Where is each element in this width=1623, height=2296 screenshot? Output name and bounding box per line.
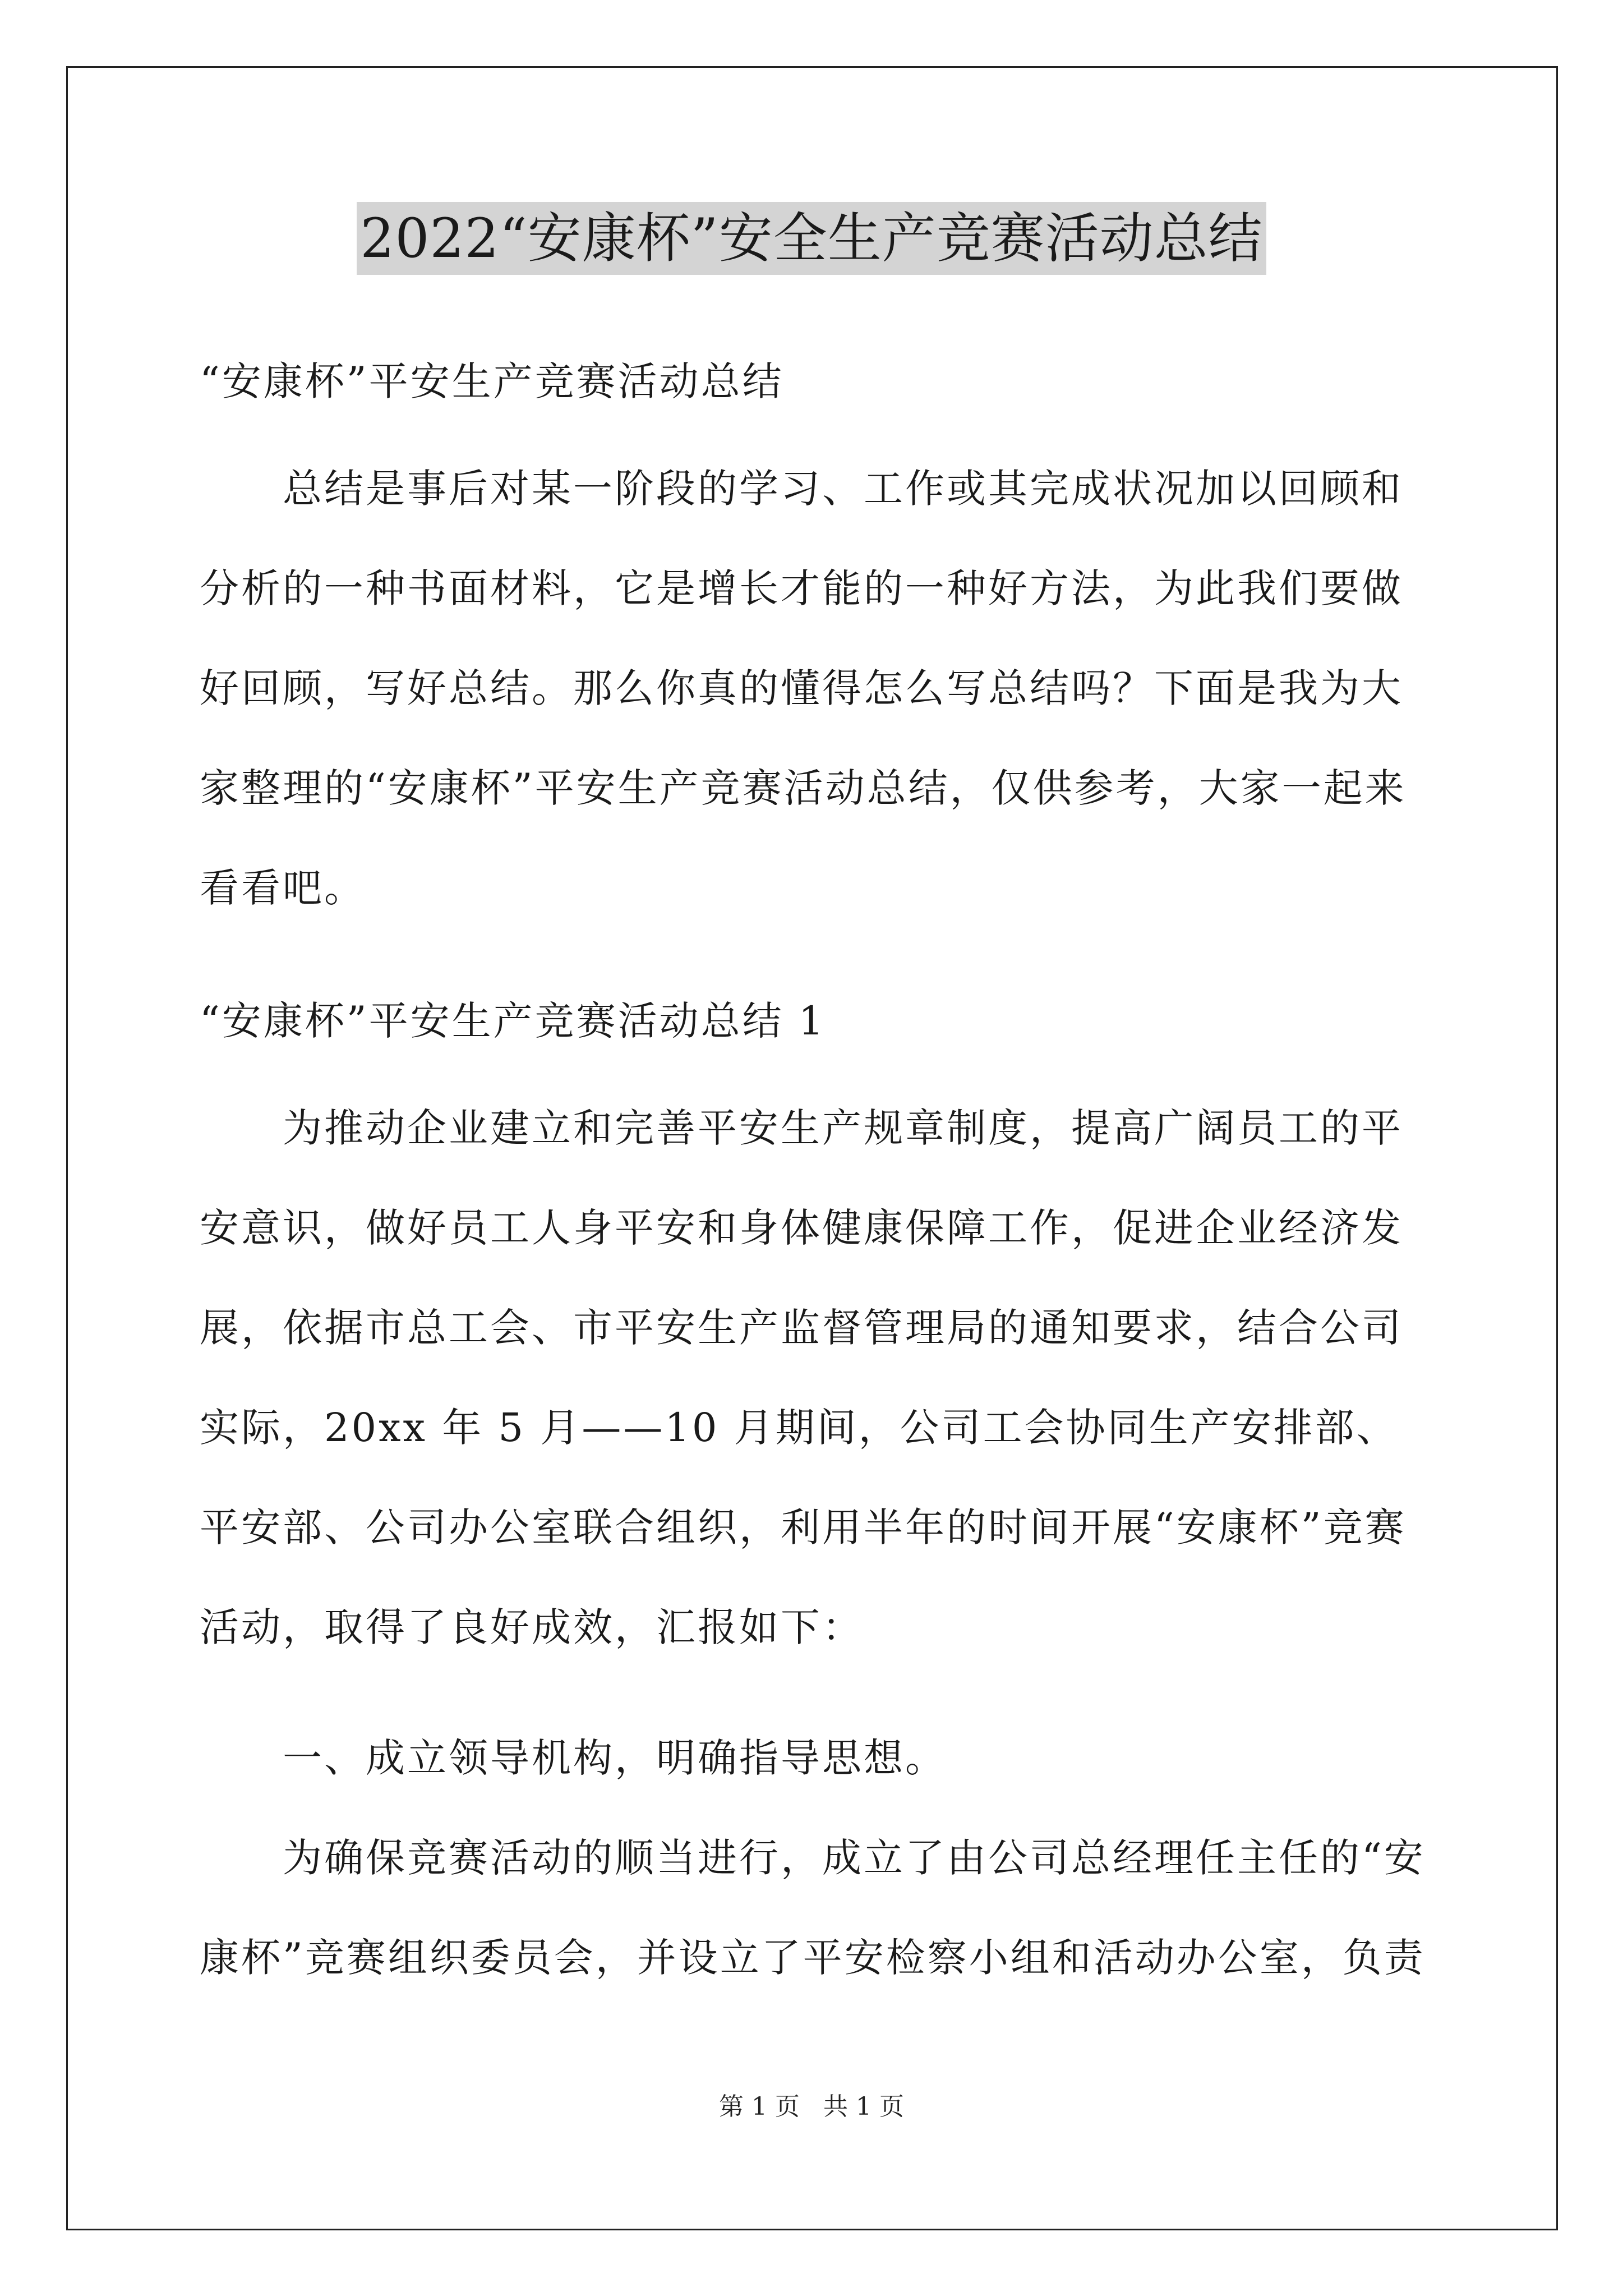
section-item-1 [200, 1708, 1428, 1808]
document-subtitle: “安康杯”平安生产竞赛活动总结 [200, 358, 784, 404]
document-title: 2022“安康杯”安全生产竞赛活动总结 [357, 202, 1266, 275]
section-paragraph-2-text: 为确保竞赛活动的顺当进行，成立了由公司总经理任主任的“安康杯”竞赛组织委员会，并设立了平安检察小组和活动办公室，负责 [200, 1835, 1426, 1981]
section-paragraph-2 [200, 1808, 1428, 2008]
page-total: 共 1 页 [823, 2092, 904, 2121]
intro-paragraph-text: 总结是事后对某一阶段的学习、工作或其完成状况加以回顾和分析的一种书面材料，它是增长才能的一种好方法，为此我们要做好回顾，写好总结。那么你真的懂得怎么写总结吗？下面是我为大家整理的“安康杯”平安生产竞赛活动总结，仅供参考，大家一起来看看吧。 [200, 466, 1407, 911]
section-paragraph-1-text: 为推动企业建立和完善平安生产规章制度，提高广阔员工的平安意识，做好员工人身平安和身体健康保障工作，促进企业经济发展，依据市总工会、市平安生产监督管理局的通知要求，结合公司实际，20xx 年 5 月——10 月期间，公司工会协同生产安排部、平安部、公司办公室联合组织，利用半年的时间开展“安康杯”竞赛活动，取得了良好成效，汇报如下： [200, 1105, 1407, 1650]
intro-paragraph [200, 439, 1428, 938]
section-item-1-text: 一、成立领导机构，明确指导思想。 [283, 1735, 947, 1781]
page-current: 第 1 页 [719, 2092, 800, 2121]
title-container [0, 202, 1623, 275]
page-footer [0, 2090, 1623, 2124]
section-heading: “安康杯”平安生产竞赛活动总结 1 [200, 998, 826, 1044]
section-paragraph-1 [200, 1078, 1428, 1677]
